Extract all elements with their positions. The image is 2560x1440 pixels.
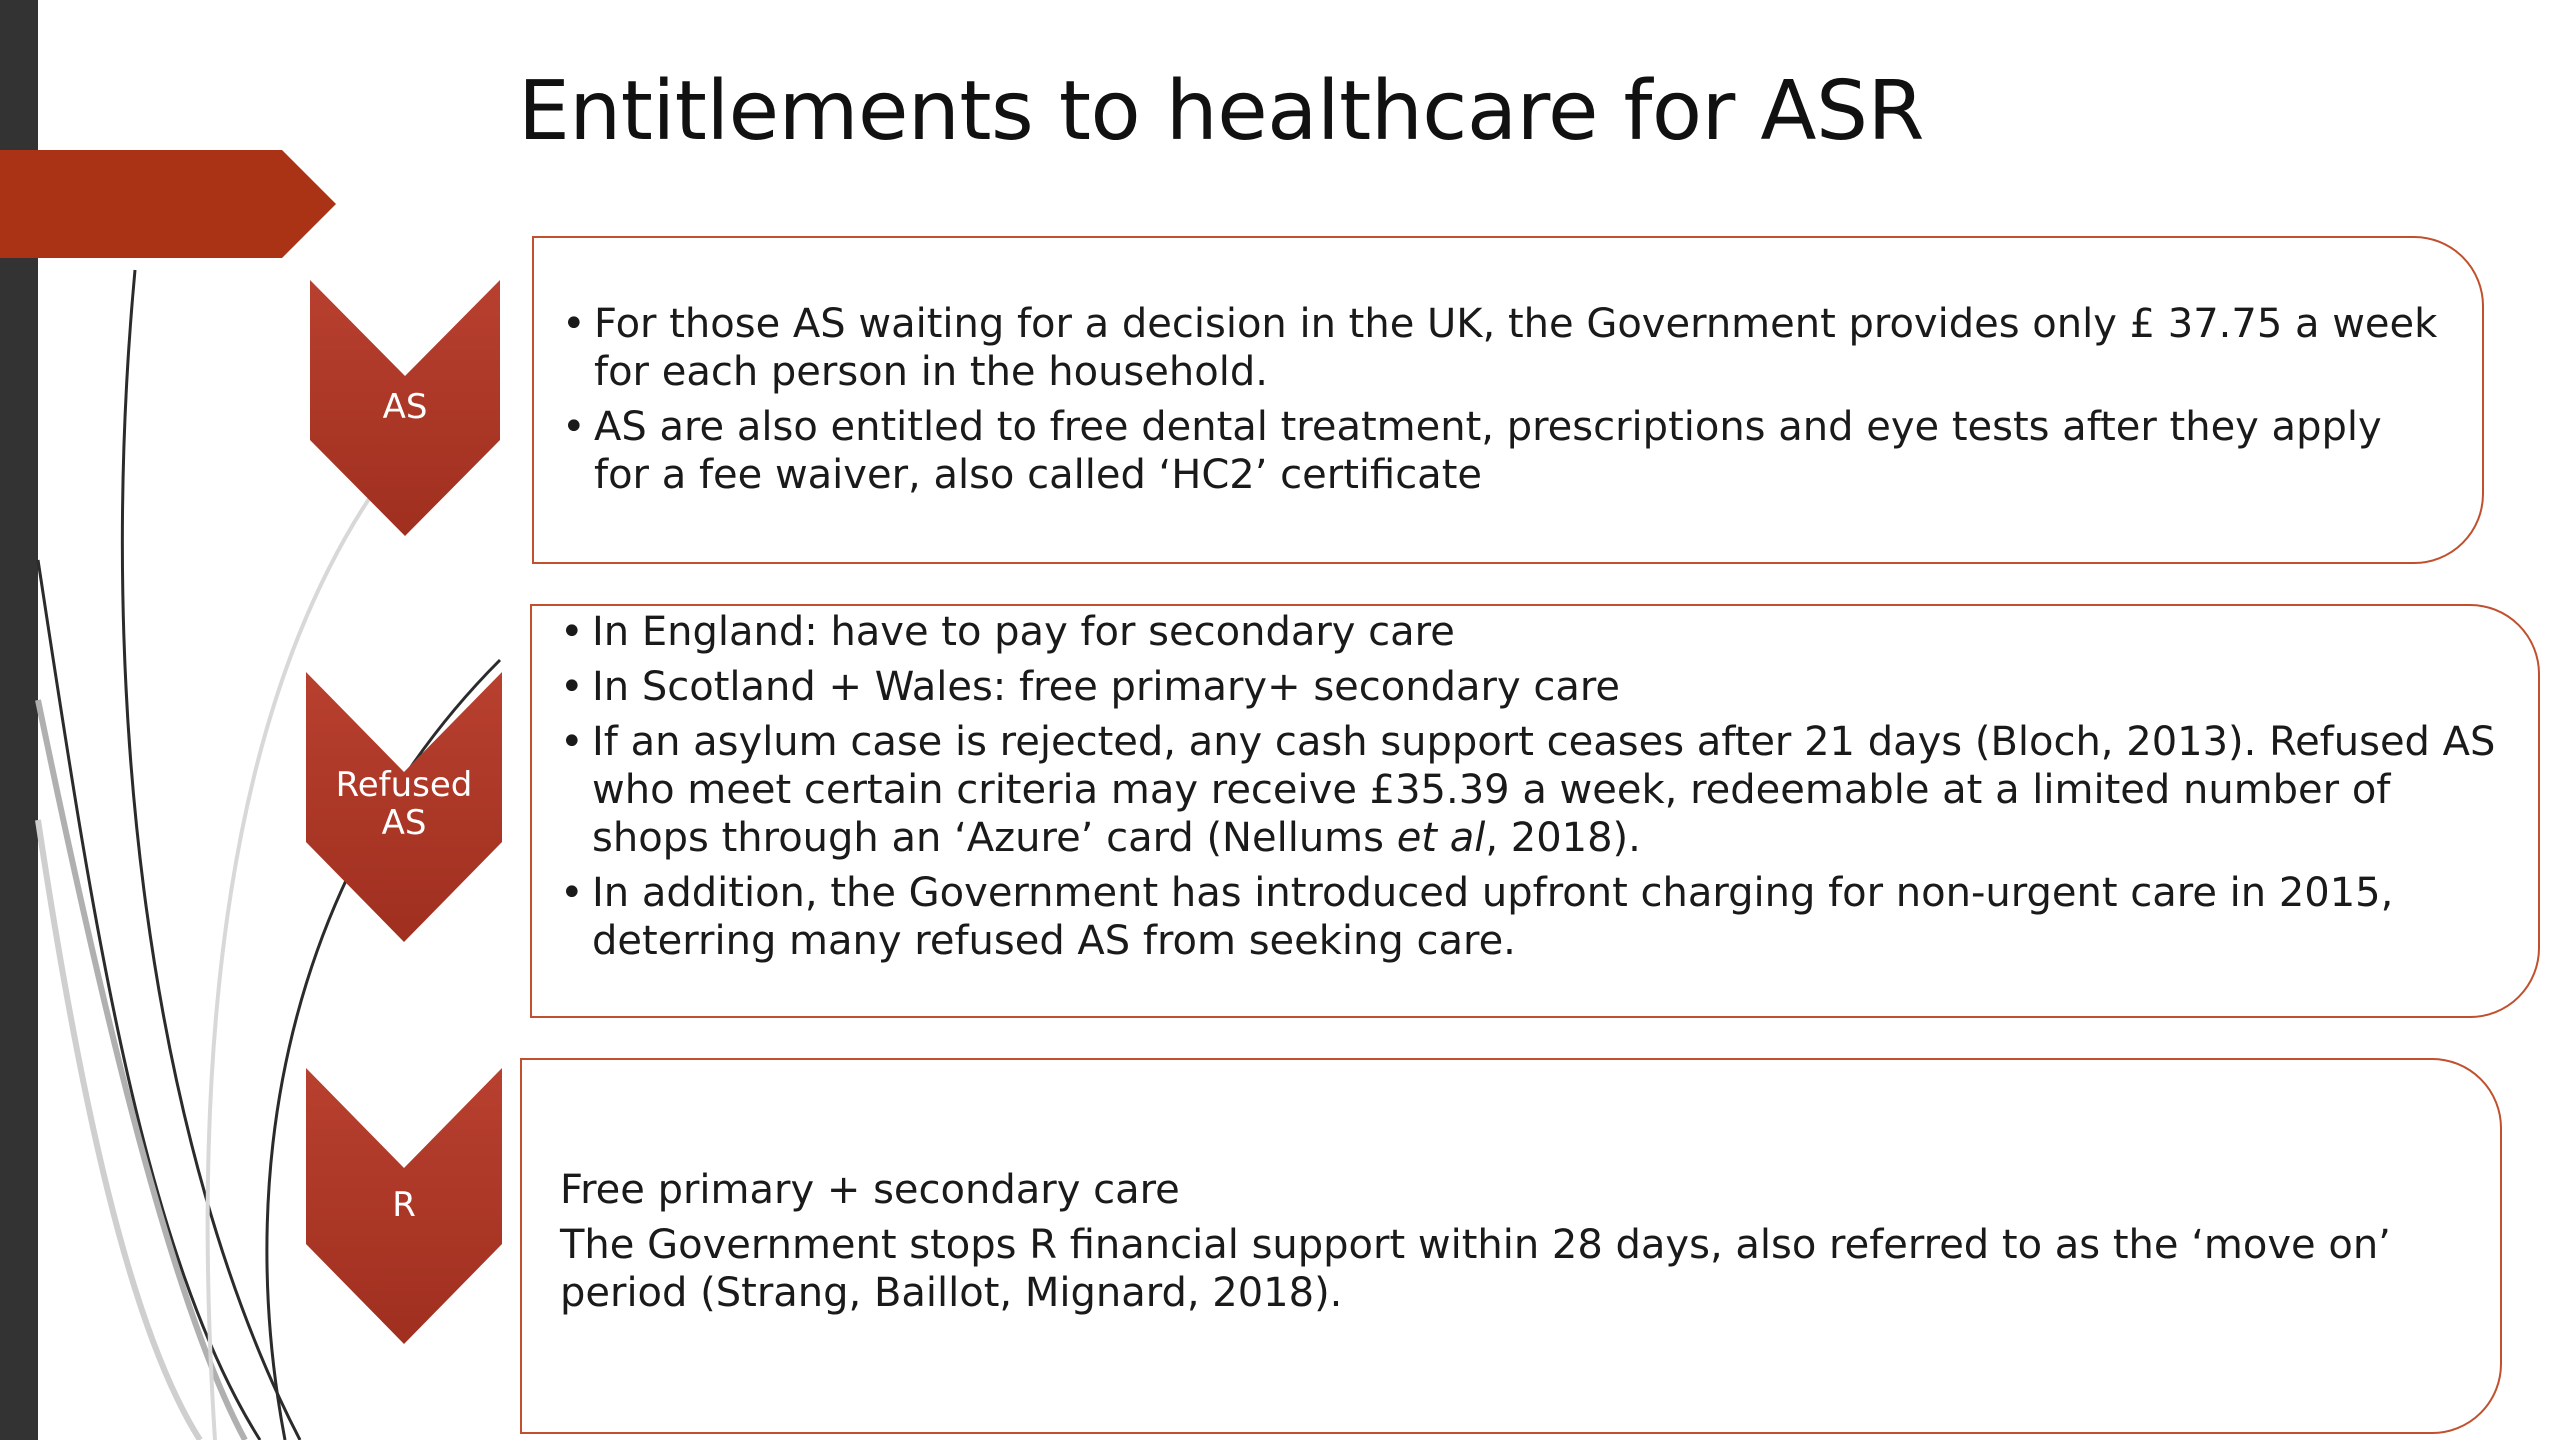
- list-item: • In England: have to pay for secondary care: [558, 608, 2498, 656]
- citation-year: , 2018).: [1485, 815, 1641, 861]
- r-line: The Government stops R financial support within 28 days, also referred to as the ‘move on’ period (Strang, Baillot, Mignard, 2018).: [560, 1222, 2391, 1316]
- section-box-refused-as: [530, 604, 2540, 1018]
- title-tab-arrow: [0, 150, 340, 258]
- section-box-as: [532, 236, 2484, 564]
- citation-italic: et al: [1396, 815, 1486, 861]
- list-item: [558, 718, 2498, 862]
- list-item: • AS are also entitled to free dental treatment, prescriptions and eye tests after they apply for a fee waiver, also called ‘HC2’ certificate: [560, 403, 2442, 499]
- list-item: • In addition, the Government has introduced upfront charging for non-urgent care in 2015, deterring many refused AS from seeking care.: [558, 869, 2498, 965]
- bullet-list-as: [560, 300, 2442, 499]
- chevron-label-as: AS: [382, 387, 428, 427]
- list-item: • In Scotland + Wales: free primary+ secondary care: [558, 663, 2498, 711]
- citation-text: If an asylum case is rejected, any cash support ceases after 21 days (Bloch, 2013). Refused AS who meet certain criteria may receive £35.39 a week, redeemable at a limited number of shops through an ‘Azure’ card (Nellums: [592, 719, 2496, 861]
- chevron-label-refused-as: Refused AS: [335, 765, 473, 843]
- bullet-list-refused-as: [558, 608, 2498, 965]
- list-item: • For those AS waiting for a decision in the UK, the Government provides only £ 37.75 a week for each person in the household.: [560, 300, 2442, 396]
- section-box-r: [520, 1058, 2502, 1434]
- page-title: Entitlements to healthcare for ASR: [518, 64, 1924, 159]
- chevron-label-r: R: [392, 1185, 416, 1225]
- r-line: Free primary + secondary care: [560, 1167, 1180, 1213]
